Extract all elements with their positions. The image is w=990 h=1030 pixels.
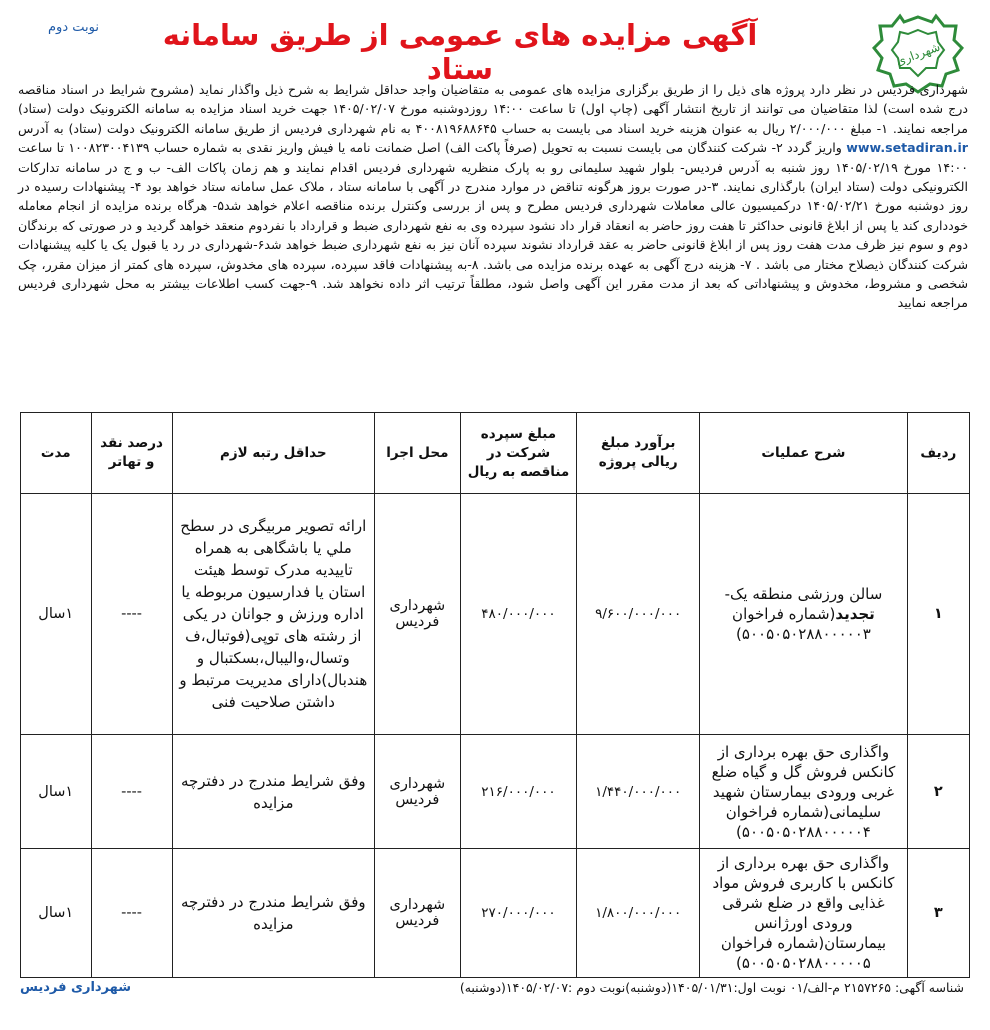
table-header-row [21, 413, 970, 494]
row-desc-bold: تجدید [835, 605, 875, 623]
row-estimate: ۱/۸۰۰/۰۰۰/۰۰۰ [577, 849, 700, 978]
row-desc [700, 849, 908, 978]
row-estimate: ۹/۶۰۰/۰۰۰/۰۰۰ [577, 494, 700, 735]
header-deposit: مبلغ سپرده شرکت در مناقصه به ریال [460, 413, 577, 494]
issuer-name: شهرداری فردیس [20, 980, 132, 995]
row-cash-pct: ---- [91, 735, 172, 849]
row-min-grade: ارائه تصویر مربیگری در سطح ملي یا باشگاهی به همراه تاییدیه مدرک توسط هیئت استان یا فدارسیون مربوطه یا اداره ورزش و جوانان در یکی از رشته های توپی(فوتبال،ف وتسال،والیبال،بسکتبال و هندبال)دارای مدیریت مرتبط و داشتن صلاحیت فنی [172, 494, 374, 735]
notice-id-and-dates: شناسه آگهی: ۲۱۵۷۲۶۵ م-الف/۰۱ نوبت اول:۱۴۰۵/۰۱/۳۱(دوشنبه)نوبت دوم :۱۴۰۵/۰۲/۰۷(دوشنبه) [459, 980, 964, 995]
header-idx: ردیف [907, 413, 969, 494]
row-idx: ۲ [907, 735, 969, 849]
table-row [21, 735, 970, 849]
row-cash-pct: ---- [91, 849, 172, 978]
page-title: آگهی مزایده های عمومی از طریق سامانه ستاد [162, 18, 758, 86]
header-duration: مدت [21, 413, 92, 494]
row-location: شهرداری فردیس [374, 494, 460, 735]
header-location: محل اجرا [374, 413, 460, 494]
row-deposit: ۲۱۶/۰۰۰/۰۰۰ [460, 735, 577, 849]
row-duration: ۱سال [21, 849, 92, 978]
notice-paragraph [18, 80, 968, 313]
row-deposit: ۴۸۰/۰۰۰/۰۰۰ [460, 494, 577, 735]
table-row [21, 494, 970, 735]
row-duration: ۱سال [21, 735, 92, 849]
row-desc [700, 494, 908, 735]
notice-text-part2: واریز گردد ۲- شرکت کنندگان می بایست نسبت به تحویل (صرفاً پاکت الف) اصل ضمانت نامه یا فیش واریز نقدی به شماره حساب ۱۰۰۸۲۳۰۰۴۱۳۹ تا ساعت ۱۴:۰۰ مورخ ۱۴۰۵/۰۲/۱۹ روز شنبه به آدرس فردیس- بلوار شهید سلیمانی رو به پارک منظریه شهرداری فردیس اقدام نمایند و هم زمان پاکات الف- ب و ج در سامانه تدارکات الکترونیکی دولت (ستاد ایران) بارگذاری نمایند. ۳-در صورت بروز هرگونه تناقض در موارد مندرج در آگهی با سامانه ستاد ، ملاک عمل سامانه ستاد خواهد بود ۴- پیشنهادات رسیده در روز دوشنبه مورخ ۱۴۰۵/۰۲/۲۱ درکمیسیون عالی معاملات شهرداری فردیس مطرح و پس از بررسی وکنترل برنده مناقصه اعلام خواهد شد۵- هرگاه برنده مزایده از انجام معامله خودداری کند یا پس از ابلاغ قانونی حداکثر تا هفت روز حاضر به انعقاد قرار داد نشود سپرده وی به نفع شهرداری ضبط و قرارداد با نفردوم منعقد خواهد گردید و در صورتی که برندگان دوم و سوم نیز ظرف مدت هفت روز پس از ابلاغ قانونی حاضر به عقد قرارداد نشوند سپرده آنان نیز به نفع شهرداری ضبط خواهد شد۶-شهرداری در رد یا قبول یک یا کلیه پیشنهادات شرکت کنندگان ذیصلاح مختار می باشد . ۷- هزینه درج آگهی به عهده برنده مزایده می باشد. ۸-به پیشنهادات فاقد سپرده، سپرده های مخدوش، سپرده های کمتر از میزان مقرر، چک شخصی و مشروط، مخدوش و پیشنهاداتی که بعد از مدت مقرر این آگهی واصل شود، مطلقاً ترتیب اثر داده نخواهد شد. ۹-جهت کسب اطلاعات بیشتر به محل شهرداری فردیس مراجعه نمایید [18, 140, 969, 311]
row-cash-pct: ---- [91, 494, 172, 735]
row-desc-text: سالن ورزشی منطقه یک- [724, 585, 883, 603]
row-min-grade: وفق شرایط مندرج در دفترچه مزایده [172, 849, 374, 978]
row-desc-text: واگذاری حق بهره برداری از کانکس فروش گل و گیاه ضلع غربی ورودی بیمارستان شهید سلیمانی(شماره فراخوان ۵۰۰۵۰۵۰۲۸۸۰۰۰۰۰۴) [711, 742, 896, 841]
row-estimate: ۱/۴۴۰/۰۰۰/۰۰۰ [577, 735, 700, 849]
header-cash-pct: درصد نقد و تهاتر [91, 413, 172, 494]
row-idx: ۱ [907, 494, 969, 735]
row-location: شهرداری فردیس [374, 849, 460, 978]
header-desc: شرح عملیات [700, 413, 908, 494]
row-desc-text: واگذاری حق بهره برداری از کانکس با کاربری فروش مواد غذایی واقع در ضلع شرقی ورودی اورژانس بیمارستان(شماره فراخوان ۵۰۰۵۰۵۰۲۸۸۰۰۰۰۰۵) [712, 854, 895, 972]
table-row [21, 849, 970, 978]
row-duration: ۱سال [21, 494, 92, 735]
header-min-grade: حداقل رتبه لازم [172, 413, 374, 494]
row-location: شهرداری فردیس [374, 735, 460, 849]
round-label: نوبت دوم [48, 20, 99, 35]
auction-items-table [20, 412, 970, 978]
row-idx: ۳ [907, 849, 969, 978]
logo-lettering: شهرداری [893, 39, 943, 69]
row-desc-text-b: (شماره فراخوان ۵۰۰۵۰۵۰۲۸۸۰۰۰۰۰۳) [732, 605, 871, 643]
header-estimate: برآورد مبلغ ریالی پروژه [577, 413, 700, 494]
setad-url-link[interactable]: www.setadiran.ir [846, 140, 968, 156]
row-min-grade: وفق شرایط مندرج در دفترچه مزایده [172, 735, 374, 849]
notice-body [18, 80, 968, 313]
notice-text-part1: شهرداری فردیس در نظر دارد پروژه های ذیل را از طریق برگزاری مزایده های عمومی به متقاضیان واجد حداقل شرایط به شرح ذیل واگذار نماید (مشروح شرایط در اسناد مناقصه درج شده است) لذا متقاضیان می توانند از تاریخ انتشار آگهی (چاپ اول) تا ساعت ۱۴:۰۰ روزدوشنبه مورخ ۱۴۰۵/۰۲/۰۷ جهت خرید اسناد مزایده به سامانه الکترونیک دولت (ستاد) مراجعه نمایند. ۱- مبلغ ۲/۰۰۰/۰۰۰ ریال به عنوان هزینه خرید اسناد می بایست به حساب ۴۰۰۸۱۹۶۸۸۶۴۵ به نام شهرداری فردیس از طریق سامانه الکترونیک دولت (ستاد) به آدرس [18, 82, 969, 136]
row-desc [700, 735, 908, 849]
row-deposit: ۲۷۰/۰۰۰/۰۰۰ [460, 849, 577, 978]
